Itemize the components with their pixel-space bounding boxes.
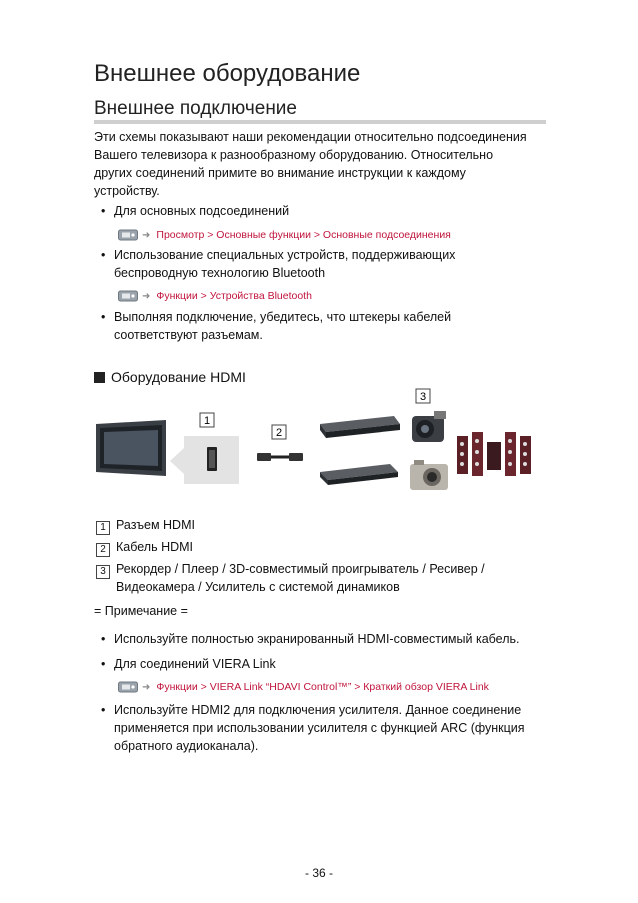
- reference-link[interactable]: Просмотр > Основные функции > Основные подсоединения: [156, 229, 451, 241]
- camcorder-icon: [412, 411, 446, 442]
- callout-pointer: [170, 448, 184, 474]
- section-subtitle: Внешнее подключение: [94, 98, 297, 119]
- legend-item: [96, 516, 536, 535]
- arrow-icon: ➜: [142, 290, 151, 302]
- note-heading: = Примечание =: [94, 604, 188, 618]
- reference-link-row[interactable]: [118, 289, 312, 303]
- arrow-icon: ➜: [142, 229, 151, 241]
- page-number: - 36 -: [304, 866, 333, 880]
- remote-control-icon: [118, 681, 138, 693]
- bullet-icon: •: [101, 204, 106, 218]
- bullet-icon: •: [101, 657, 106, 671]
- tv-illustration: [96, 420, 166, 476]
- hdmi-cable-icon: [257, 453, 303, 461]
- bullet-text: Использование специальных устройств, поддерживающих беспроводную технологию Bluetooth: [114, 248, 456, 280]
- note-item: [102, 655, 534, 673]
- player-icon: [320, 464, 398, 485]
- note-text: Используйте полностью экранированный HDMI-совместимый кабель.: [114, 632, 520, 646]
- note-item: [102, 701, 534, 755]
- legend-number: 1: [96, 521, 110, 535]
- speaker-system-icon: [457, 432, 531, 476]
- remote-control-icon: [118, 229, 138, 241]
- recorder-icon: [320, 416, 400, 438]
- arrow-icon: ➜: [142, 681, 151, 693]
- note-text: Используйте HDMI2 для подключения усилителя. Данное соединение применяется при использовании усилителя с функцией ARC (функция обратного аудиоканала).: [114, 703, 525, 753]
- section-heading-text: Оборудование HDMI: [111, 369, 246, 385]
- reference-link-row[interactable]: [118, 680, 489, 694]
- legend-number: 3: [96, 565, 110, 579]
- title-rule: [94, 120, 546, 124]
- intro-paragraph: Эти схемы показывают наши рекомендации относительно подсоединения Вашего телевизора к разнообразному оборудованию. Относительно других соединений примите во внимание инструкции к каждому устройству.: [94, 130, 527, 198]
- bullet-icon: •: [101, 703, 106, 717]
- reference-link-row[interactable]: [118, 228, 451, 242]
- bullet-icon: •: [101, 248, 106, 262]
- note-item: [102, 630, 534, 648]
- diagram-label-3: 3: [419, 391, 427, 403]
- section-heading: [94, 369, 246, 385]
- diagram-label-1: 1: [203, 415, 211, 427]
- bullet-item: [102, 202, 534, 220]
- legend-text: Рекордер / Плеер / 3D-совместимый проигрыватель / Ресивер / Видеокамера / Усилитель с системой динамиков: [116, 562, 485, 594]
- bullet-item: [102, 246, 534, 282]
- bullet-text: Выполняя подключение, убедитесь, что штекеры кабелей соответствуют разъемам.: [114, 310, 452, 342]
- note-text: Для соединений VIERA Link: [114, 657, 276, 671]
- remote-control-icon: [118, 290, 138, 302]
- camera-icon: [410, 460, 448, 490]
- legend-item: [96, 560, 536, 596]
- bullet-text: Для основных подсоединений: [114, 204, 290, 218]
- legend-text: Разъем HDMI: [116, 518, 195, 532]
- legend-number: 2: [96, 543, 110, 557]
- bullet-icon: •: [101, 632, 106, 646]
- legend-text: Кабель HDMI: [116, 540, 194, 554]
- hdmi-connection-diagram: [94, 386, 544, 504]
- section-square-icon: [94, 372, 105, 383]
- reference-link[interactable]: Функции > Устройства Bluetooth: [156, 290, 312, 302]
- legend-item: [96, 538, 536, 557]
- bullet-icon: •: [101, 310, 106, 324]
- page-title: Внешнее оборудование: [94, 60, 361, 87]
- diagram-label-2: 2: [275, 427, 283, 439]
- reference-link[interactable]: Функции > VIERA Link “HDAVI Control™” > Краткий обзор VIERA Link: [156, 681, 489, 693]
- bullet-item: [102, 308, 534, 344]
